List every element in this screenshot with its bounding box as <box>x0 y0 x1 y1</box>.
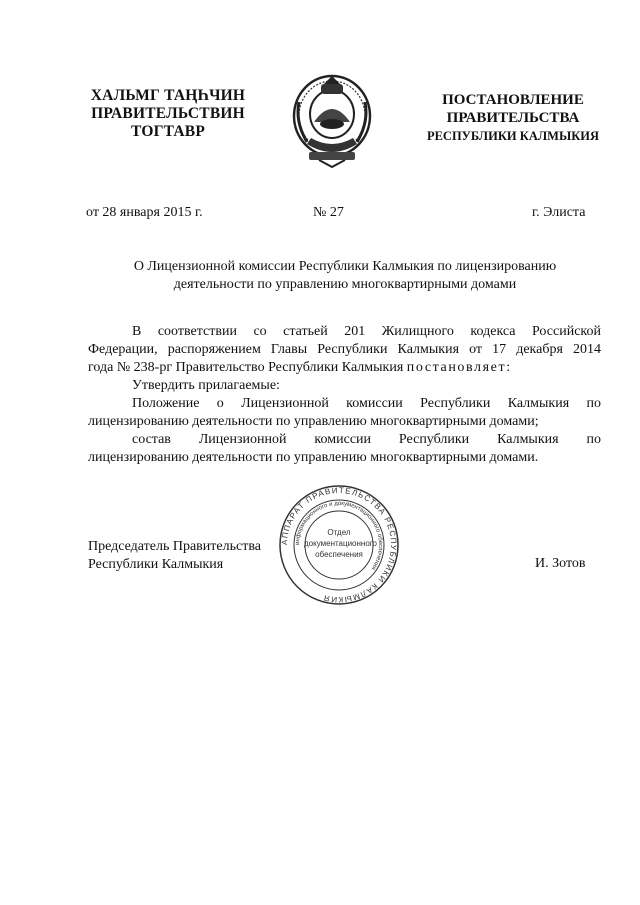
stamp-center-text <box>304 527 377 560</box>
signatory-line: Председатель Правительства <box>88 539 261 554</box>
body-line: Утвердить прилагаемые: <box>132 378 280 393</box>
document-city: г. Элиста <box>532 205 586 220</box>
stamp-inner-ring-text: информационного и документационного обеспечения <box>294 500 384 571</box>
coat-of-arms-emblem <box>289 72 375 168</box>
stamp-center-line: обеспечения <box>315 550 363 559</box>
body-line <box>88 359 601 377</box>
body-line: Федерации, распоряжением Главы Республики Калмыкия от 17 декабря 2014 <box>88 342 601 357</box>
signatory-name: И. Зотов <box>535 556 586 571</box>
body-line: лицензированию деятельности по управлению многоквартирными домами. <box>88 450 539 465</box>
document-body <box>88 323 601 467</box>
body-line: Положение о Лицензионной комиссии Республики Калмыкия по <box>132 396 601 411</box>
resolves-word: постановляет: <box>406 360 512 375</box>
body-line: состав Лицензионной комиссии Республики Калмыкия по <box>132 432 601 447</box>
document-date: от 28 января 2015 г. <box>86 205 203 220</box>
signatory-position <box>88 538 261 574</box>
header-russian-title <box>418 91 608 145</box>
header-kalmyk-title <box>88 87 248 141</box>
stamp-center-line: документационного <box>304 539 377 548</box>
stamp-center-line: Отдел <box>327 528 351 537</box>
document-title <box>90 258 600 294</box>
header-right-line: ПОСТАНОВЛЕНИЕ <box>442 92 584 108</box>
document-number: № 27 <box>313 205 344 220</box>
body-text: года № 238-рг Правительство Республики Калмыкия <box>88 360 404 375</box>
header-right-line: ПРАВИТЕЛЬСТВА <box>446 110 580 126</box>
title-line: О Лицензионной комиссии Республики Калмыкия по лицензированию <box>133 259 557 274</box>
signatory-line: Республики Калмыкия <box>88 557 224 572</box>
body-line: лицензированию деятельности по управлению многоквартирными домами; <box>88 414 539 429</box>
header-left-line: ТОГТАВР <box>130 123 206 140</box>
header-right-line: РЕСПУБЛИКИ КАЛМЫКИЯ <box>426 129 600 143</box>
body-line: В соответствии со статьей 201 Жилищного кодекса Российской <box>132 324 601 339</box>
header-left-line: ПРАВИТЕЛЬСТВИН <box>91 105 245 122</box>
header-left-line: ХАЛЬМГ ТАҢҺЧИН <box>90 87 246 104</box>
title-line: деятельности по управлению многоквартирными домами <box>173 277 517 292</box>
stamp-ring-text: АППАРАТ ПРАВИТЕЛЬСТВА РЕСПУБЛИКИ КАЛМЫКИЯ <box>279 485 399 605</box>
